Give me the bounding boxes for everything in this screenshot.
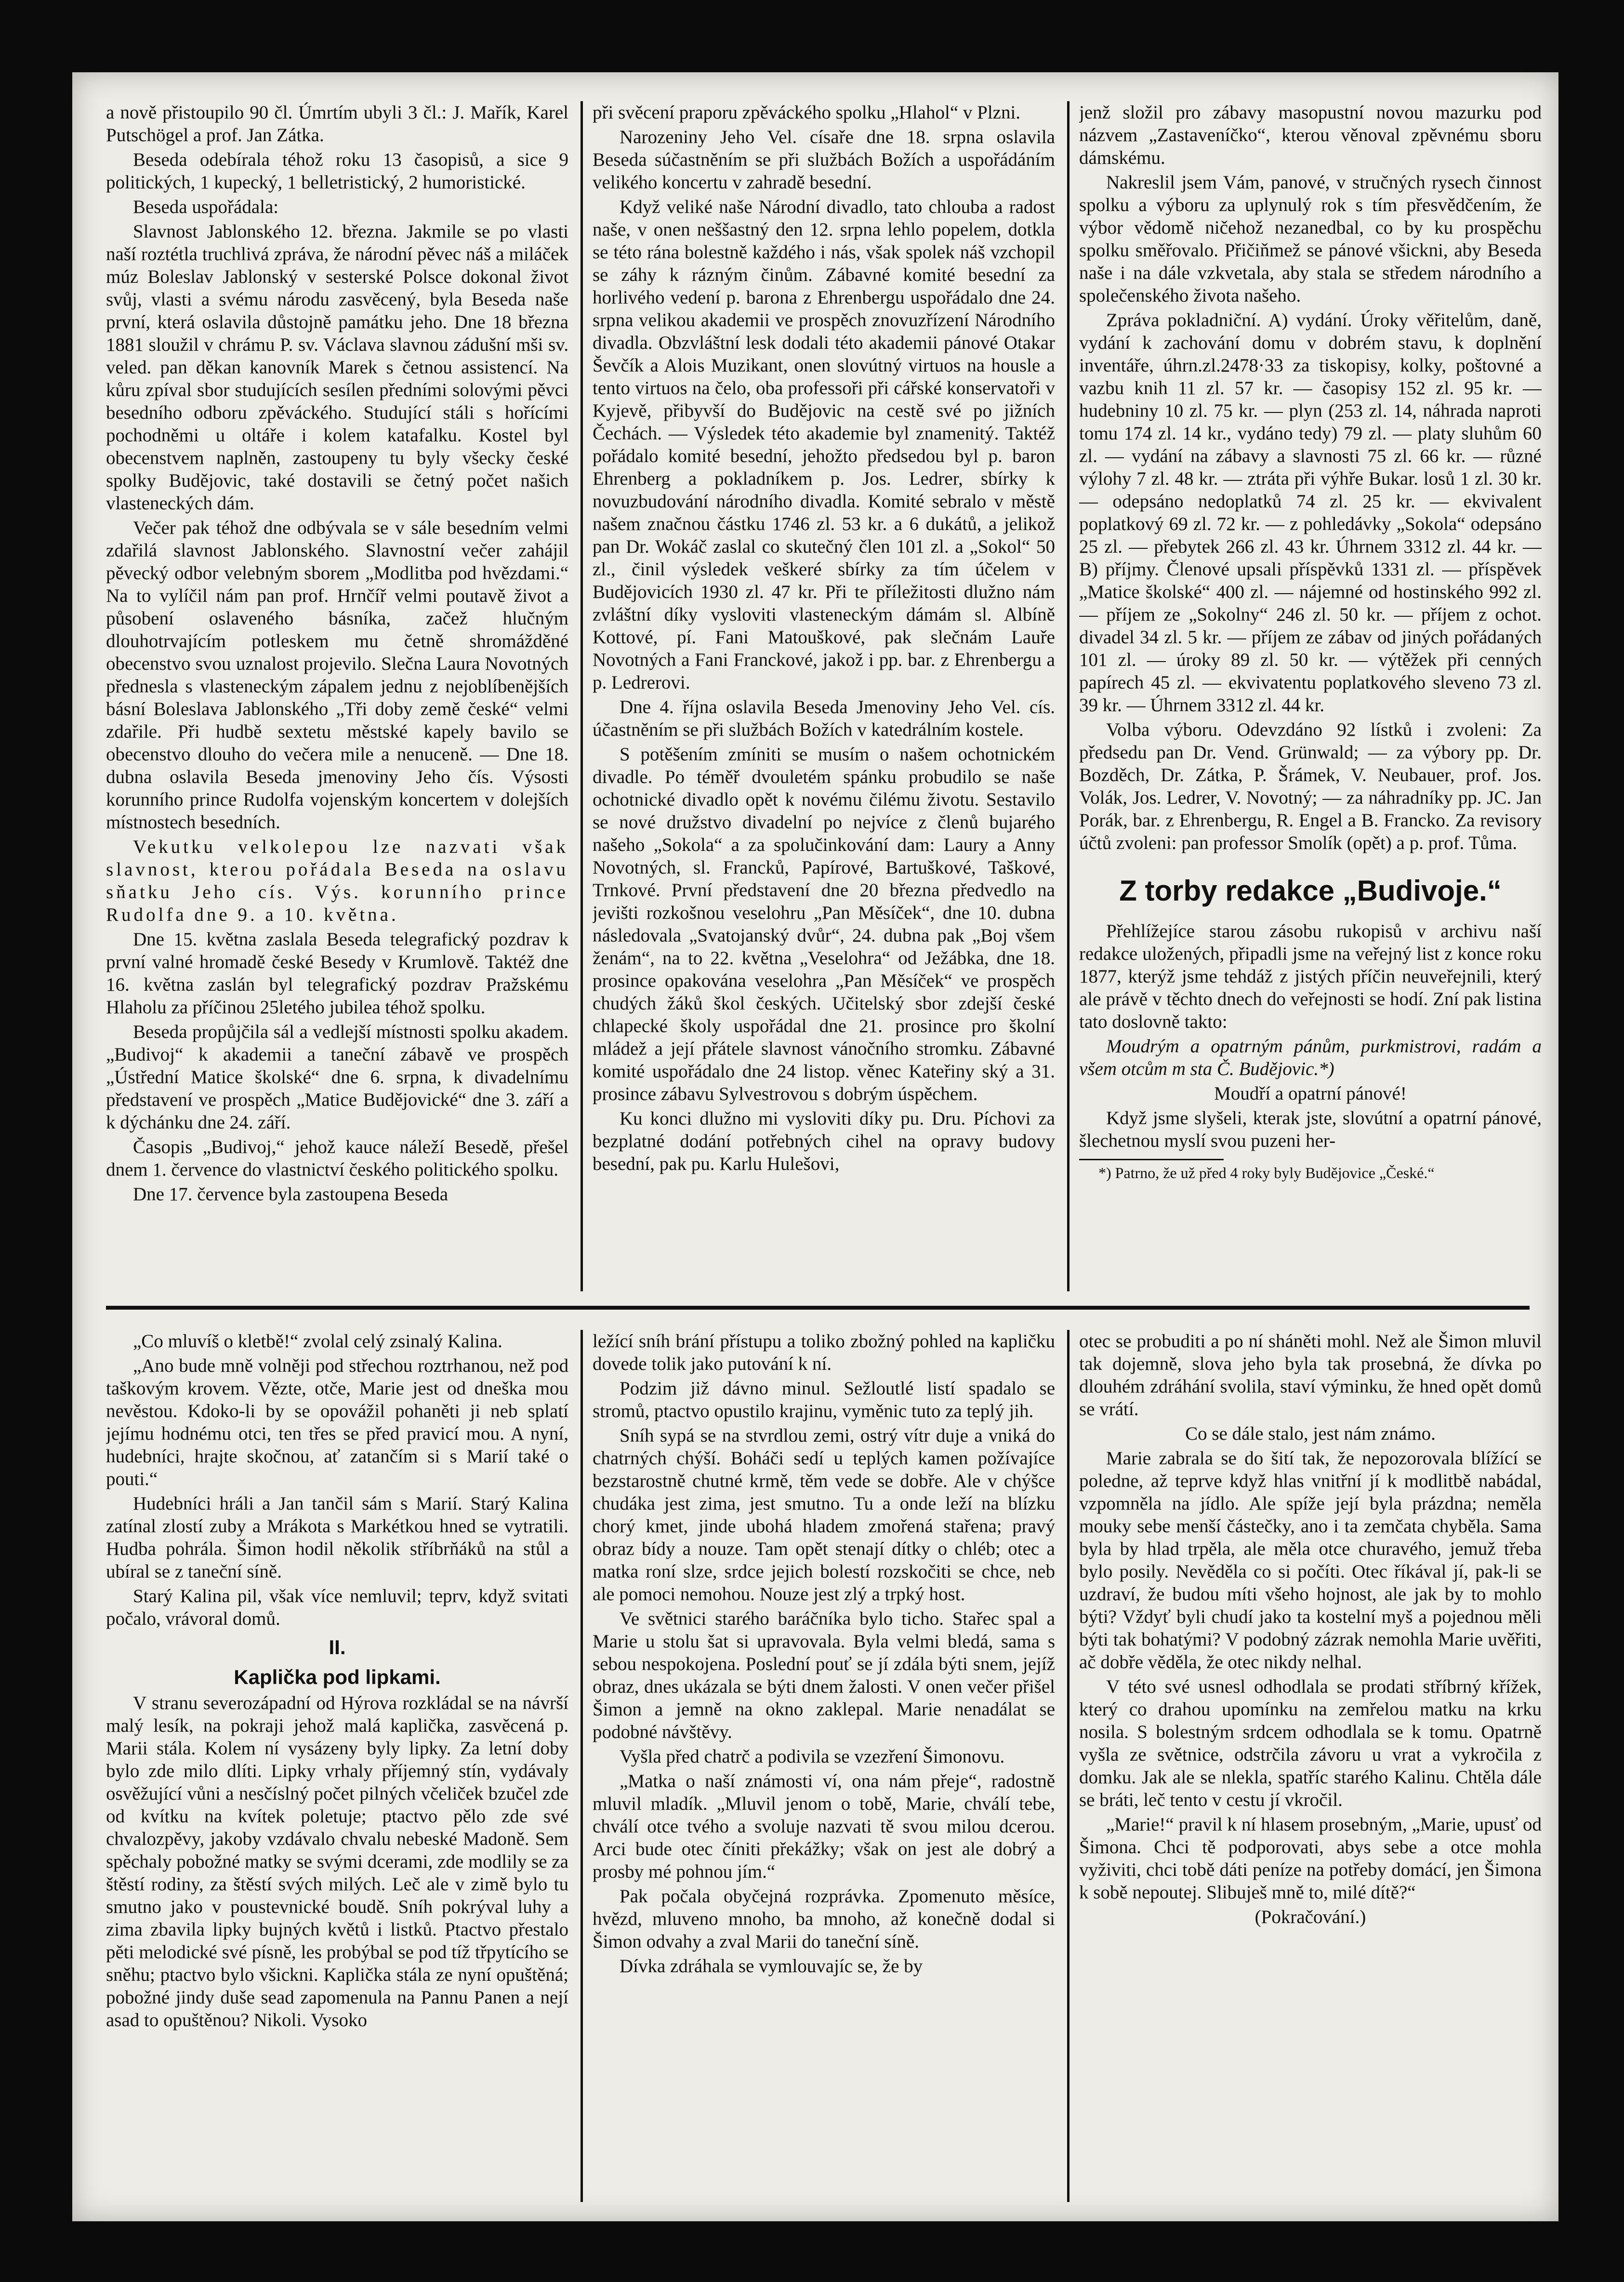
paragraph: Dne 17. července byla zastoupena Beseda	[133, 1184, 449, 1205]
newspaper-page	[72, 72, 1558, 2221]
top-column-1	[106, 101, 568, 1291]
paragraph: Když veliké naše Národní divadlo, tato chlouba a radost naše, v onen neššastný den 12. srpna lehlo popelem, dotkla se této rána bolestně každého i nás, však spolek náš vzchopil se záhy k rázným činům. Zábavné komité besední za horlivého vedení p. barona z Ehrenbergu uspořádalo dne 24. srpna velikou akademii ve prospěch znovuzřízení Národního divadla. Obzvláštní lesk dodali této akademii pánové Otakar Ševčík a Alois Muzikant, onen slovútný virtuos na housle a tento virtuos na čelo, oba professoři při cářské konservatoři v Kyjevě, přibyvší do Budějovic na cestě své po jižních Čechách. — Výsledek této akademie byl znamenitý. Taktéž pořádalo komité besední, jehožto předsedou byl p. baron Ehrenberg a pokladníkem p. Jos. Ledrer, sbírky k novuzbudování národního divadla. Komité sebralo v městě našem značnou částku 1746 zl. 53 kr. a 6 dukátů, a jelikož pan Dr. Wokáč zaslal co skutečný člen 101 zl. a „Sokol“ 50 zl., činil výsledek veškeré sbírky za tím účelem v Budějovicích 1930 zl. 47 kr. Při te příležitosti dlužno nám zvláštní díky vysloviti vlasteneckým dámám sl. Albíně Kottové, pí. Fani Matouškové, pak slečnám Lauře Novotných a Fani Franckové, jakož i pp. bar. z Ehrenbergu a p. Ledrerovi.	[593, 197, 1055, 693]
column-rule	[1067, 101, 1069, 1291]
paragraph: Starý Kalina pil, však více nemluvil; teprv, když svitati počalo, vrávoral domů.	[106, 1586, 568, 1629]
top-column-3	[1079, 101, 1542, 1291]
paragraph: Podzim již dávno minul. Sežloutlé listí spadalo se stromů, ptactvo opustilo krajinu, vyměnic tuto za teplý jih.	[593, 1378, 1055, 1421]
paragraph: Dne 15. května zaslala Beseda telegrafický pozdrav k první valné hromadě české Besedy v Krumlově. Taktéž dne 16. května zaslán byl telegrafický pozdrav Pražskému Hlaholu za příčinou 25letého jubilea téhož spolku.	[106, 929, 568, 1018]
paragraph: Beseda uspořádala:	[133, 197, 279, 217]
paragraph: „Co mluvíš o kletbě!“ zvolal celý zsinalý Kalina.	[133, 1331, 502, 1352]
paragraph: Beseda propůjčila sál a vedlejší místnosti spolku akadem. „Budivoj“ k akademii a taneční zábavě ve prospěch „Ústřední Matice školské“ dne 6. srpna, k divadelnímu představení ve prospěch „Matice Budějovické“ dne 3. září a k dýchánku dne 24. září.	[106, 1022, 568, 1133]
section-divider	[106, 1306, 1530, 1310]
paragraph: Narozeniny Jeho Vel. císaře dne 18. srpna oslavila Beseda súčastněním se při službách Božích a uspořádáním velikého koncertu v zahradě besední.	[593, 127, 1055, 193]
paragraph: Moudrým a opatrným pánům, purkmistrovi, radám a všem otcům m sta Č. Budějovic.*)	[1079, 1036, 1542, 1079]
paragraph: Ve světnici starého baráčníka bylo ticho. Stařec spal a Marie u stolu šat si upravovala. Byla velmi bledá, sama s sebou nespokojena. Poslední pouť se jí zdála býti snem, jejíž obraz, dnes ukázala se býti dnem žalosti. V onen večer přišel Šimon a jemně na okno zaklepal. Marie nenadálat se podobné návštěvy.	[593, 1608, 1055, 1742]
paragraph: Pak počala obyčejná rozprávka. Zpomenuto měsíce, hvězd, mluveno mnoho, ba mnoho, až konečně dodal si Šimon odvahy a zval Marii do taneční síně.	[593, 1886, 1055, 1952]
paragraph: Nakreslil jsem Vám, panové, v stručných rysech činnost spolku a výboru za uplynulý rok s tím přesvědčením, že výbor vědomě ničehož nezanedbal, co by ku prospěchu spolku směřovalo. Přičiňmež se pánové všickni, aby Beseda naše i na dále vzkvetala, aby stala se středem národního a společenského života našeho.	[1079, 172, 1542, 306]
paragraph: Co se dále stalo, jest nám známo.	[1185, 1423, 1436, 1444]
paragraph: Časopis „Budivoj,“ jehož kauce náleží Besedě, přešel dnem 1. července do vlastnictví českého politického spolku.	[106, 1137, 568, 1180]
paragraph: V této své usnesl odhodlala se prodati stříbrný křížek, který co drahou upomínku na zemřelou matku na krku nosila. S bolestným srdcem odhodlala se k tomu. Opatrně vyšla ze světnice, odstrčila závoru u vrat a vykročila z domku. Jak ale se nlekla, spatříc starého Kalinu. Chtěla dále se bráti, leč tento v cestu jí vkročil.	[1079, 1676, 1542, 1810]
paragraph: Přehlížejíce starou zásobu rukopisů v archivu naší redakce uložených, připadli jsme na veřejný list z konce roku 1877, kterýž jsme tehdáž z jistých příčin neuveřejnili, který ale právě v těchto dnech do veřejnosti se hodí. Zní pak listina tato doslovně takto:	[1079, 921, 1542, 1032]
paragraph: Večer pak téhož dne odbývala se v sále besedním velmi zdařilá slavnost Jablonského. Slavnostní večer zahájil pěvecký odbor velebným sborem „Modlitba pod hvězdami.“ Na to vylíčil nám pan prof. Hrnčíř velmi poutavě život a působení oslaveného básníka, začež hlučným dlouhotrvajícím potleskem mu četně shromážděné obecenstvo svou uznalost projevilo. Slečna Laura Novotných přednesla s vlasteneckým zápalem jednu z nejoblíbenějších básní Boleslava Jablonského „Tři doby země české“ velmi zdařile. Při hudbě sextetu městské kapely bavilo se obecenstvo dlouho do večera mile a nenuceně. — Dne 18. dubna oslavila Beseda jmenoviny Jeho čís. Výsosti korunního prince Rudolfa vojenským koncertem v dolejších místnostech besedních.	[106, 517, 568, 833]
paragraph: jenž složil pro zábavy masopustní novou mazurku pod názvem „Zastaveníčko“, kterou věnoval zpěvnému sboru dámskému.	[1079, 102, 1542, 168]
paragraph: Hudebníci hráli a Jan tančil sám s Marií. Starý Kalina zatínal zlostí zuby a Mrákota s Markétkou hned se vytratili. Hudba pohrála. Šimon hodil několik stříbrňáků na stůl a ubíral se z taneční síně.	[106, 1493, 568, 1582]
bottom-section	[106, 1330, 1542, 2202]
bottom-column-1	[106, 1330, 568, 2202]
chapter-title: Kaplička pod lipkami.	[234, 1666, 441, 1688]
footnote: *) Patrno, že už před 4 roky byly Budějovice „České.“	[1098, 1164, 1435, 1181]
paragraph: Když jsme slyšeli, kterak jste, slovútní a opatrní pánové, šlechetnou myslí svou puzeni her-	[1079, 1108, 1542, 1151]
paragraph: Beseda odebírala téhož roku 13 časopisů, a sice 9 politických, 1 kupecký, 1 belletristický, 2 humoristické.	[106, 149, 568, 193]
paragraph: Dne 4. října oslavila Beseda Jmenoviny Jeho Vel. cís. účastněním se při službách Božích v katedrálním kostele.	[593, 697, 1055, 740]
paragraph: „Marie!“ pravil k ní hlasem prosebným, „Marie, upusť od Šimona. Chci tě podporovati, abys sebe a otce mohla vyživiti, chci tobě dáti peníze na potřeby domácí, jen Šimona k sobě nepoutej. Slibuješ mně to, milé dítě?“	[1079, 1814, 1542, 1903]
paragraph: V stranu severozápadní od Hýrova rozkládal se na návrší malý lesík, na pokraji jehož malá kaplička, zasvěcená p. Marii stála. Kolem ní vysázeny byly lipky. Za letní doby bylo zde milo dlíti. Lipky vrhaly příjemný stín, vydávaly osvěžující vůni a nesčíslný počet pilných včeliček bzučel zde od kvítku na kvítek poletuje; ptactvo pělo zde své chvalozpěvy, jakoby vzdávalo chvalu nebeské Madoně. Sem spěchaly pobožné matky se svými dcerami, zde modlily se za štěstí rodiny, za štěstí svých milých. Leč ale v zimě bylo tu smutno jako v poustevnické boudě. Sníh pokrýval luhy a zima zbavila lipky bujných květů i listků. Ptactvo přestalo pěti melodické své písně, les probýbal se pod tíž třpytícího se sněhu; ptactvo bylo všickni. Kaplička stála ze nyní opuštěná; pobožné jindy duše sead zapomenula na Pannu Panen a nejí asad to opuštěnou? Nikoli. Vysoko	[106, 1693, 568, 2030]
chapter-number: II.	[329, 1636, 346, 1658]
paragraph: Volba výboru. Odevzdáno 92 lístků i zvoleni: Za předsedu pan Dr. Vend. Grünwald; — za výbory pp. Dr. Bozděch, Dr. Zátka, P. Šrámek, V. Neubauer, prof. Jos. Volák, Jos. Ledrer, V. Novotný; — za náhradníky pp. JC. Jan Porák, bar. z Ehrenbergu, R. Engel a B. Francko. Za revisory účtů zvoleni: pan professor Smolík (opět) a p. prof. Tůma.	[1079, 719, 1542, 853]
top-column-2	[593, 101, 1055, 1291]
paragraph: Vekutku velkolepou lze nazvati však slavnost, kterou pořádala Beseda na oslavu sňatku Jeho cís. Výs. korunního prince Rudolfa dne 9. a 10. května.	[106, 836, 568, 925]
column-rule	[581, 101, 583, 1291]
paragraph: „Ano bude mně volněji pod střechou roztrhanou, než pod taškovým krovem. Vězte, otče, Marie jest od dneška mou nevěstou. Kdoko-li by se opovážil pohaněti ji neb splatí jejímu hodnému otci, ten třes se před pravicí mou. A nyní, hudebníci, hrajte skočnou, ať zatančím si s Marií také o pouti.“	[106, 1355, 568, 1489]
section-heading: Z torby redakce „Budivoje.“	[1119, 875, 1502, 907]
paragraph: Marie zabrala se do šití tak, že nepozorovala blížící se poledne, až teprve když hlas vnitřní jí k modlitbě nabádal, vzpomněla na jídlo. Ale spíže její byla prázdna; neměla mouky sebe menší částečky, ano i ta zemčata chyběla. Sama byla by hlad trpěla, ale měla otce churavého, jemuž třeba bylo posily. Nevěděla co si počíti. Otec říkával jí, pak-li se uzdraví, že budou míti všeho hojnost, ale jak by to mohlo býti? Vždyť byli chudí jako ta kostelní myš a pojednou měli býti tak bohatými? V podobný zázrak nemohla Marie uvěřiti, ač dobře věděla, že otec nikdy nelhal.	[1079, 1448, 1542, 1672]
column-rule	[581, 1330, 583, 2202]
bottom-column-3	[1079, 1330, 1542, 2202]
paragraph: a nově přistoupilo 90 čl. Úmrtím ubyli 3 čl.: J. Mařík, Karel Putschögel a prof. Jan Zátka.	[106, 102, 568, 146]
top-section	[106, 101, 1542, 1291]
paragraph: S potěšením zmíniti se musím o našem ochotnickém divadle. Po téměř dvouletém spánku probudilo se naše ochotnické divadlo opět k novému čilému životu. Sestavilo se nové družstvo divadelní po nejvíce z členů bujarého našeho „Sokola“ a za spolučinkování dam: Laury a Anny Novotných, sl. Francků, Papírové, Bartuškové, Taškové, Trnkové. První představení dne 20 března předvedlo na jevišti rozkošnou veselohru „Pan Měsíček“, dne 10. dubna následovala „Svatojanský dvůr“, 24. dubna pak „Boj všem ženám“, na to 22. května „Veselohra“ od Ježábka, dne 18. prosince opakována veselohra „Pan Měsíček“ ve prospěch chudých žáků škol českých. Učitelský sbor zdejší české chlapecké školy uspořádal dne 21. prosince pro školní mládež a její přátele slavnost vánočního stromku. Zábavné komité uspořádalo dne 24 listop. věnec Kateřiny ský a 31. prosince zábavu Sylvestrovou s dobrým úspěchem.	[593, 744, 1055, 1104]
paragraph: „Matka o naší známosti ví, ona nám přeje“, radostně mluvil mladík. „Mluvil jenom o tobě, Marie, chválí tebe, chválí otce tvého a svoluje nazvati tě svou milou dcerou. Arci bude otec číniti překážky; však on jest ale dobrý a prosby mé pohnou jím.“	[593, 1771, 1055, 1882]
footnote-rule	[1079, 1159, 1224, 1160]
paragraph: Vyšla před chatrč a podivila se vzezření Šimonovu.	[620, 1746, 1005, 1767]
continued-note: (Pokračování.)	[1254, 1907, 1366, 1927]
salutation: Moudří a opatrní pánové!	[1214, 1083, 1407, 1104]
paragraph: Zpráva pokladniční. A) vydání. Úroky věřitelům, daně, vydání k zachování domu v dobrém stavu, k doplnění inventáře, úhrn.zl.2478·33 za tiskopisy, kolky, poštovné a vazbu knih 11 zl. 57 kr. — časopisy 152 zl. 95 kr. — hudebniny 10 zl. 75 kr. — plyn (253 zl. 14, náhrada naproti tomu 174 zl. 14 kr., vydáno tedy) 79 zl. — platy sluhům 60 zl. — vydání na zábavy a slavnosti 75 zl. 66 kr. — různé výlohy 7 zl. 48 kr. — ztráta při výhře Bukar. losů 1 zl. 30 kr. — odepsáno nedoplatků 74 zl. 25 kr. — ekvivalent poplatkový 69 zl. 72 kr. — z pohledávky „Sokola“ odepsáno 25 zl. — přebytek 266 zl. 43 kr. Úhrnem 3312 zl. 44 kr. — B) příjmy. Členové upsali příspěvků 1331 zl. — příspěvek „Matice školské“ 400 zl. — nájemné od hostinského 992 zl. — příjem ze „Sokolny“ 246 zl. 50 kr. — příjem z ochot. divadel 34 zl. 5 kr. — příjem ze zábav od jiných pořádaných 101 zl. — úroky 89 zl. 50 kr. — výtěžek při cenných papírech 45 zl. — ekvivatentu poplatkového sleveno 73 zl. 39 kr. — Úhrnem 3312 zl. 44 kr.	[1079, 310, 1542, 716]
paragraph: Dívka zdráhala se vymlouvajíc se, že by	[620, 1956, 923, 1977]
paragraph: Slavnost Jablonského 12. března. Jakmile se po vlasti naší roztétla truchlivá zpráva, že národní pěvec náš a miláček múz Boleslav Jablonský v sesterské Polsce dokonal život svůj, vlasti a svému národu zasvěcený, byla Beseda naše první, která oslavila důstojně památku jeho. Dne 18 března 1881 sloužil v chrámu P. sv. Václava slavnou zádušní mši sv. veled. pan děkan kanovník Marek s četnou assistencí. Na kůru zpíval sbor studujících sesílen předními solovými pěvci besedního odboru zpěváckého. Studující stáli s hořícími pochodněmi u oltáře i kolem katafalku. Kostel byl obecenstvem naplněn, zastoupeny tu byly všecky české spolky Budějovic, také dostavili se četný počet našich vlasteneckých dám.	[106, 221, 568, 514]
paragraph: při svěcení praporu zpěváckého spolku „Hlahol“ v Plzni.	[593, 102, 1021, 123]
column-rule	[1067, 1330, 1069, 2202]
paragraph: otec se probuditi a po ní sháněti mohl. Než ale Šimon mluvil tak dojemně, slova jeho byla tak prosebná, že dívka po dlouhém zdráhání svolila, staví výminku, že hned opět domů se vrátí.	[1079, 1331, 1542, 1420]
paragraph: Ku konci dlužno mi vysloviti díky pu. Dru. Píchovi za bezplatné dodání potřebných cihel na opravy budovy besední, pak pu. Karlu Hulešovi,	[593, 1108, 1055, 1174]
bottom-column-2	[593, 1330, 1055, 2202]
paragraph: Sníh sypá se na stvrdlou zemi, ostrý vítr duje a vniká do chatrných chýší. Boháči sedí u teplých kamen požívajíce bezstarostně chutné krmě, těm vede se dobře. Ale v chýšce chudáka jest zima, jest smutno. Tu a onde leží na blízku chorý kmet, jinde ubohá hladem zmořená stařena; pravý obraz bídy a nouze. Tam opět stenají dítky o chléb; otec a matka roní slze, srdce jejich bolestí rozskočiti se chce, neb ale pomoci nemohou. Nouze jest zlý a trpký host.	[593, 1425, 1055, 1605]
paragraph: ležící sníh brání přístupu a toliko zbožný pohled na kapličku dovede tolik jako putování k ní.	[593, 1331, 1055, 1374]
